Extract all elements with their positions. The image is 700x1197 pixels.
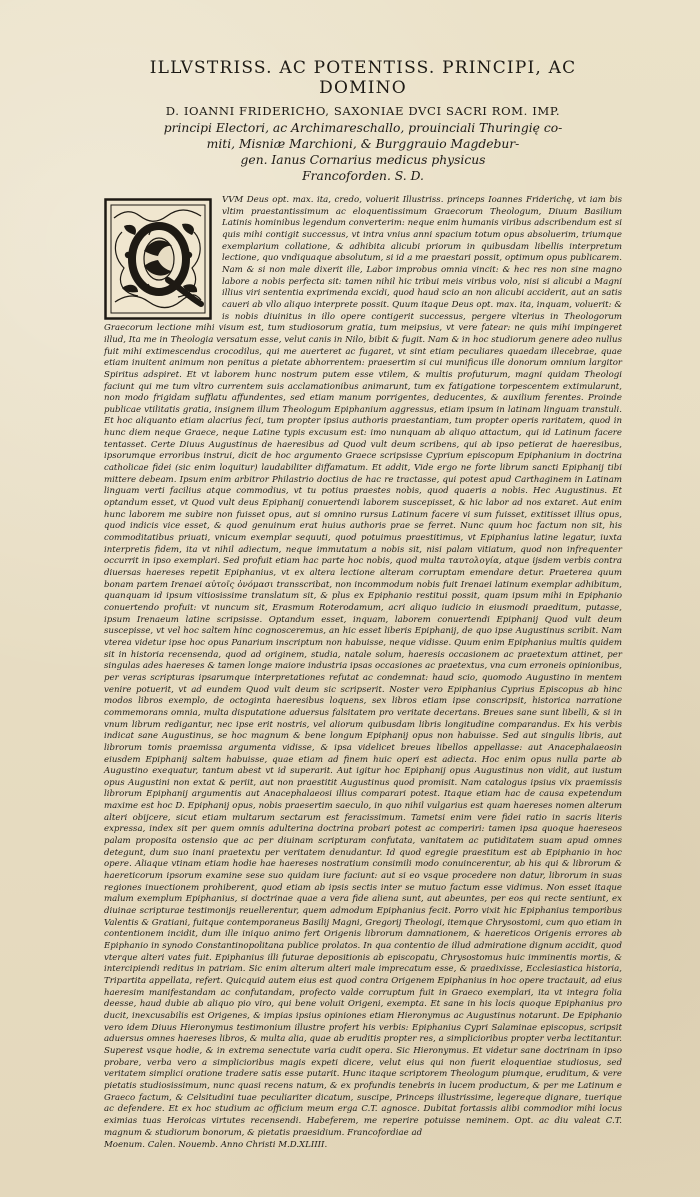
- dedication-title: ILLVSTRISS. AC POTENTISS. PRINCIPI, AC DOMINO: [149, 58, 577, 98]
- dedication-header: [104, 58, 622, 183]
- dedication-line-3: gen. Ianus Cornarius medicus physicus: [240, 153, 486, 167]
- dedication-subtitle: D. IOANNI FRIDERICHO, SAXONIAE DVCI SACRI ROM. IMP.: [165, 104, 561, 118]
- dedication-line-1: principi Electori, ac Archimareschallo, prouinciali Thuringię co-: [163, 121, 563, 135]
- dedication-date-line: Moenum. Calen. Nouemb. Anno Christi M.D.XLIIII.: [104, 1140, 328, 1151]
- dedication-body: [104, 195, 622, 1152]
- dedication-line-2: miti, Misniæ Marchioni, & Burggrauio Magdebur-: [206, 137, 520, 151]
- dedication-paragraph: VVM Deus opt. max. ita, credo, voluerit Illustriss. princeps Ioannes Friderichę, vt iam bis vltim praestantissimum ac eloquentissimum Graecorum Theologum, Diuum Basilium Latinis hominibus legendum converterim: neque enim humanis viribus adscribendum est si quis mihi contigit successus, vt intra vnius anni spacium totum opus absoluerim, triumque exemplarium collatione, & adhibita alicubi priorum in quibusdam libellis interpretum lectione, quo vndiquaque absolutum, si id a me praestari possit, optimum opus publicarem. Nam & si non male dixerit ille, Labor improbus omnia vincit: & hec res non sine magno labore a nobis perfecta sit: tamen nihil hic tribui meis viribus volo, nisi si alicubi a Magni illius viri sententia exprimenda excidi, quod haud scio an non alicubi acciderit, aut an satis caueri ab vllo aliquo interprete possit. Quum itaque Deus opt. max. ita, inquam, voluerit: & is nobis diuinitus in illo opere contigerit successus, pergere vlterius in Theologorum Graecorum lectione mihi visum est, tum studiosorum gratia, tum meipsius, vt vere fatear: ne quis mihi impingeret illud, Ita me in Theologia versatum esse, velut canis in Nilo, bibit & fugit. Nam & in hoc studiorum genere adeo nullus fuit mihi extimescendus crocodilus, qui me auerteret ac fugaret, vt sint etiam peculiares quaedam illecebrae, quae etiam inuitent animum non penitus a pietate abhorrentem: praesertim si cui munificus ille donorum omnium largitor Spiritus adspiret. Et vt laborem hunc nostrum putem esse vtilem, & multis profuturum, magni quidam Theologi faciunt qui me tum vltro currentem suis acclamationibus animarunt, tum ex fatigatione torpescentem extimularunt, non modo frigidam sufflatu affundentes, sed etiam manum porrigentes, deducentes, & auxilium ferentes. Proinde publicae vtilitatis gratia, insignem illum Theologum Epiphanium aggressus, etiam ipsum in latinam linguam transtuli. Et hoc aliquanto etiam alacrius feci, tum propter ipsius authoris praestantiam, tum propter operis raritatem, quod in hunc diem neque Graece, neque Latine typis excusum est: imo nunquam ab aliquo attactum, qui id Latinum facere tentasset. Certe Diuus Augustinus de haeresibus ad Quod vult deum scribens, qui ab ipso petierat de haeresibus, ipsorumque erroribus instrui, dicit de hoc argumento Graece scripsisse Cyprium episcopum Epiphanium in doctrina catholicae fidei (sic enim loquitur) laudabiliter diffamatum. Et addit, Vide ergo ne forte librum sancti Epiphanij tibi mittere debeam. Ipsum enim arbitror Philastrio doctius de hac re tractasse, qui potest apud Carthaginem in Latinam linguam verti facilius atque commodius, vt tu potius praestes nobis, quod quaeris a nobis. Hec Augustinus. Et optandum esset, vt Quod vult deus Epiphanij conuertendi laborem suscepisset, & hic labor ad nos extaret. Aut enim hunc laborem me subire non fuisset opus, aut si omnino rursus Latinum facere vi sum fuisset, extitisset illius opus, quod indicis vice esset, & quod genuinum erat huius authoris prae se ferret. Nunc quum hoc factum non sit, his commoditatibus priuati, vnicum exemplar sequuti, quod potuimus praestitimus, vt Epiphanius latine legatur, iuxta interpretis fidem, ita vt nihil adiectum, neque immutatum a nobis sit, nisi palam vitiatum, quod non infrequenter occurrit in ipso exemplari. Sed profuit etiam hac parte hoc nobis, quod multa ταυτολογία, atque ijsdem verbis contra diuersas haereses repetit Epiphanius, vt ex altera lectione alteram corruptam emendare detur. Praeterea quum bonam partem Irenaei αὐτοῖς ὀνόμασι transscribat, non incommodum nobis fuit Irenaei latinum exemplar adhibitum, quanquam id ipsum vitiosissime translatum sit, & plus ex Epiphanio restitui possit, quam ipsum mihi in Epiphanio conuertendo profuit: vt nuncum sit, Erasmum Roterodamum, acri aliquo iudicio in eiusmodi praeditum, putasse, ipsum Irenaeum latine scripsisse. Optandum esset, inquam, laborem conuertendi Epiphanij Quod vult deum suscepisse, vt vel hoc saltem hinc cognosceremus, an hic esset liberis Epiphanij, de quo ipse Augustinus scribit. Nam vterea videtur ipse hoc opus Panarium inscriptum non habuisse, neque vidisse. Quum enim Epiphanius multis quidem sit in historia recensenda, quod ad originem, studia, natale solum, haeresis occasionem ac praetextum attinet, per singulas ades haereses & tamen longe maiore industria ipsas occasiones ac praetextus, vna cum erroneis opinionibus, per veras scripturas ipsarumque interpretationes refutat ac condemnat: haud scio, quomodo Augustino in mentem venire potuerit, vt ad eundem Quod vult deum sic scripserit. Noster vero Epiphanius Cyprius Episcopus ab hinc modos libros exemplo, de octoginta haeresibus loquens, sex libros etiam ipse conscripsit, historica narratione commemorans omnia, multa disputatione aduersus falsitatem pro veritate decertans. Breues sane sunt libelli, & si in vnum librum redigantur, nec ipse erit nostris, vel aliorum quibusdam libris longitudine comparandus. Ex his verbis indicat sane Augustinus, se hoc magnum & bene longum Epiphanij opus non habuisse. Sed aut singulis libris, aut librorum tomis praemissa argumenta vidisse, & ipsa videlicet breues libellos appellasse: aut Anacephalaeosin eiusdem Epiphanij saltem habuisse, quae etiam ad finem huic operi est adiecta. Hoc enim opus nulla parte ab Augustino exequatur, tantum abest vt id superarit. Aut igitur hoc Epiphanij opus Augustinus non vidit, aut iustum opus Augustini non extat & periit, aut non praestitit Augustinus quod promisit. Nam catalogus ipsius vix praemissis librorum Epiphanij argumentis aut Anacephalaeosi illius comparari potest. Itaque etiam hac de causa expetendum maxime est hoc D. Epiphanij opus, nobis praesertim saeculo, in quo nihil vulgarius est quam haereses nomen alterum alteri obijcere, sicut etiam multarum sectarum est feracissimum. Tametsi enim vere fidei ratio in sacris literis expressa, index sit per quem omnis adulterina doctrina probari potest ac comperiri: tamen ipsa quoque haereseos palam proposita ostensio que ac per diuinam scripturam confutata, vanitatem ac putiditatem suam apud omnes detegunt, dum suo inani praetextu per veritatem denudantur. Id quod egregie praestitum est ab Epiphanio in hoc opere. Aliaque vtinam etiam hodie hae haereses nostratium consimili modo conuincerentur, ab his qui & librorum & haereticorum ipsorum examine sese suo quidam iure faciunt: aut si eo vsque procedere non datur, librorum in suas regiones inuectionem prohiberent, quod etiam ab ipsis sectis inter se mutuo factum esse vidimus. Non esset itaque malum exemplum Epiphanius, si doctrinae quae a vera fide aliena sunt, aut abeuntes, per eos qui recte sentiunt, ex diuinae scripturae testimonijs reuellerentur, quem admodum Epiphanius fecit. Porro vixit hic Epiphanius temporibus Valentis & Gratiani, fuitque contemporaneus Basilij Magni, Gregorij Theologi, itemque Chrysostomi, cum quo etiam in contentionem incidit, dum ille iniquo animo fert Origenis librorum damnationem, & haereticos Origenis errores ab Epiphanio in synodo Constantinopolitana publice prolatos. In qua contentio de illud admiratione dignum accidit, quod vterque alteri vates fuit. Epiphanius illi futurae depositionis ab episcopatu, Chrysostomus huic imminentis mortis, & intercipiendi reditus in patriam. Sic enim alterum alteri male imprecatum esse, & praedixisse, Ecclesiastica historia, Tripartita appellata, refert. Quicquid autem eius est quod contra Origenem Epiphanius in hoc opere tractauit, ad eius haeresim manifestandam ac confutandam, profecto valde corruptum fuit in Graeco exemplari, ita vt integra folia deesse, haud dubie ab aliquo pio viro, qui bene voluit Origeni, exempta. Et sane in his locis quoque Epiphanius pro ducit, inexcusabilis est Origenes, & impias ipsius opiniones etiam Hieronymus ac Augustinus notarunt. De Epiphanio vero idem Diuus Hieronymus testimonium illustre profert his verbis: Epiphanius Cypri Salaminae episcopus, scripsit aduersus omnes haereses libros, & multa alia, quae ab eruditis propter res, a simplicioribus propter verba lectitantur. Superest vsque hodie, & in extrema senectute varia cudit opera. Sic Hieronymus. Et videtur sane doctrinam in ipso probare, verba vero a simplicioribus magis expeti dicere, velut eius qui non fuerit eloquentiae studiosus, sed veritatem simplici oratione tradere satis esse putarit. Hunc itaque scriptorem Theologum piumque, eruditum, & vere pietatis studiosissimum, nunc quasi recens natum, & ex profundis tenebris in lucem productum, & per me Latinum e Graeco factum, & Celsitudini tuae peculiariter dicatum, suscipe, Princeps illustrissime, legereque dignare, tuerique ac defendere. Et ex hoc studium ac officium meum erga C.T. agnosce. Dubitat fortassis alibi commodior mihi locus eximias tuas Heroicas virtutes recensendi. Habeferem, me reperire potuisse neminem. Opt. ac diu valeat C.T. magnum & studiorum bonorum, & pietatis praesidium. Francofordiae ad: [104, 195, 622, 1138]
- dedication-line-4: Francoforden. S. D.: [302, 169, 424, 183]
- ornate-initial-q-icon: [104, 198, 212, 320]
